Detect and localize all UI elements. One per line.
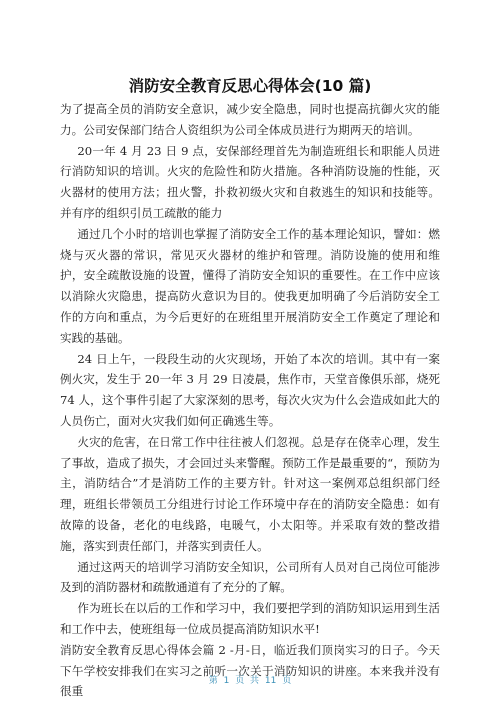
page-number-footer: 第 1 页 共 11 页 [208,676,292,686]
paragraph-team-leader-resolve: 作为班长在以后的工作和学习中，我们要把学到的消防知识运用到生活和工作中去，使班组每一位成员提高消防知识水平! [60,601,440,636]
document-title: 消防安全教育反思心得体会(10 篇) [128,77,372,95]
paragraph-fire-hazards: 火灾的危害，在日常工作中往往被人们忽视。总是存在侥幸心理，发生了事故，造成了损失，才会回过头来警醒。预防工作是最重要的“，预防为主，消防结合”才是消防工作的主要方针。针对这一案例邓总组织部门经理，班组长带领员工分组进行讨论工作环境中存在的消防安全隐患：如有故障的设备，老化的电线路，电暖气，小太阳等。并采取有效的整改措施，落实到责任部门，并落实到责任人。 [60,434,440,553]
paragraph-article-two-start: 消防安全教育反思心得体会篇 2 -月-日，临近我们顶岗实习的日子。今天下午学校安排我们在实习之前听一次关于消防知识的讲座。本来我并没有很重 [60,642,440,699]
paragraph-training-day-one: 20一年 4 月 23 日 9 点，安保部经理首先为制造班组长和职能人员进行消防知识的培训。火灾的危险性和防火措施。各种消防设施的性能，灭火器材的使用方法；扭火警，扑救初级火灾和自救逃生的知识和技能等。并有序的组织引员工疏散的能力 [60,143,440,220]
document-body [60,99,440,702]
paragraph-intro: 为了提高全员的消防安全意识，减少安全隐患，同时也提高抗御火灾的能力。公司安保部门结合人资组织为公司全体成员进行为期两天的培训。 [60,102,440,137]
paragraph-knowledge-gained: 通过几个小时的培训也掌握了消防安全工作的基本理论知识，譬如：燃烧与灭火器的常识，常见灭火器材的维护和管理。消防设施的使用和维护，安全疏散设施的设置，懂得了消防安全知识的重要性。在工作中应该以消除火灾隐患，提高防火意识为目的。使我更加明确了今后消防安全工作的方向和重点，为今后更好的在班组里开展消防安全工作奠定了理论和实践的基础。 [60,226,440,345]
paragraph-case-study: 24 日上午，一段段生动的火灾现场，开始了本次的培训。其中有一案例火灾，发生于 20一年 3 月 29 日凌晨，焦作市，天堂音像俱乐部，烧死 74 人，这个事件引起了大家深刻的思考，每次火灾为什么会造成如此大的人员伤亡，面对火灾我们如何正确逃生等。 [60,351,440,428]
paragraph-training-summary: 通过这两天的培训学习消防安全知识，公司所有人员对自己岗位可能涉及到的消防器材和疏散通道有了充分的了解。 [60,559,440,595]
